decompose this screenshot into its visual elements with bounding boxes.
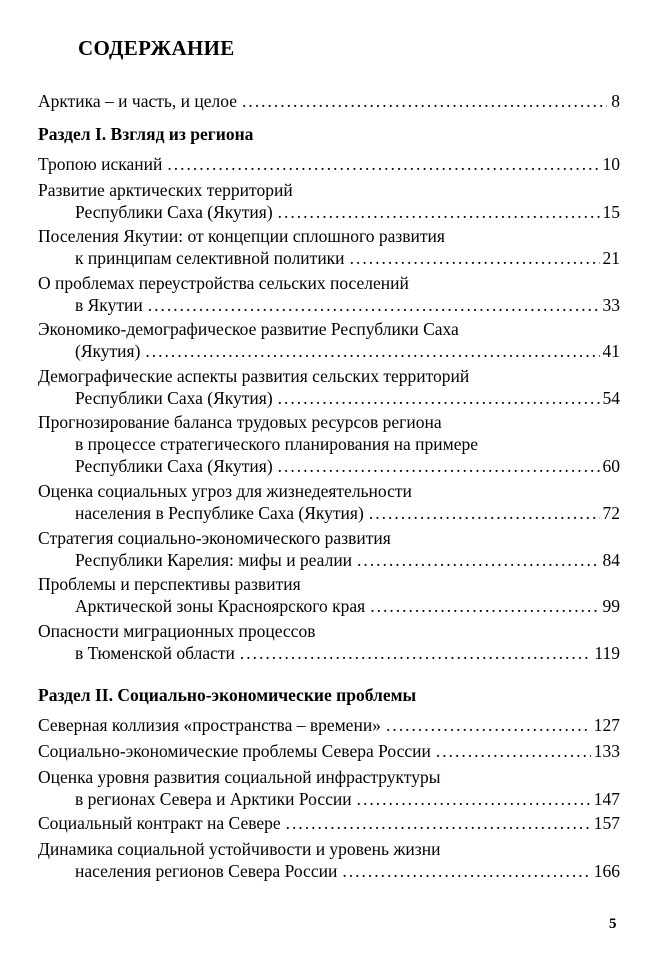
toc-entry[interactable] xyxy=(38,527,620,571)
toc-entry-text: Республики Саха (Якутия) xyxy=(75,388,273,408)
dot-leader xyxy=(350,247,600,269)
toc-entry-line xyxy=(38,179,620,201)
dot-leader xyxy=(145,340,599,362)
toc-entry-text: Поселения Якутии: от концепции сплошного развития xyxy=(38,226,445,246)
toc-entry-text: населения в Республике Саха (Якутия) xyxy=(75,503,364,523)
toc-entry-text: Развитие арктических территорий xyxy=(38,180,293,200)
dot-leader xyxy=(167,153,599,175)
toc-entry-text: Республики Карелия: мифы и реалии xyxy=(75,550,353,570)
toc-entry[interactable] xyxy=(38,365,620,409)
toc-entry-page: 147 xyxy=(593,789,620,809)
dot-leader xyxy=(286,812,591,834)
toc-entry[interactable] xyxy=(38,225,620,269)
toc-entry-text: Социально-экономические проблемы Севера России xyxy=(38,741,431,761)
toc-entry-text: Северная коллизия «пространства – времени» xyxy=(38,715,381,735)
toc-entry-line xyxy=(38,90,620,112)
toc-entry-line xyxy=(38,455,620,477)
toc-entry-line xyxy=(38,387,620,409)
toc-entry-page: 33 xyxy=(602,295,620,315)
toc-entry-text: в регионах Севера и Арктики России xyxy=(75,789,352,809)
toc-entry-line xyxy=(38,247,620,269)
toc-entry-line xyxy=(38,340,620,362)
dot-leader xyxy=(357,549,599,571)
toc-entry-line xyxy=(38,225,620,247)
toc-entry[interactable] xyxy=(38,272,620,316)
dot-leader xyxy=(357,788,591,810)
toc-entry-line xyxy=(38,573,620,595)
toc-entry-page: 72 xyxy=(602,503,620,523)
toc-entry-page: 166 xyxy=(593,861,620,881)
toc-entry-text: Оценка уровня развития социальной инфраструктуры xyxy=(38,767,441,787)
toc-entry-line xyxy=(38,411,620,433)
toc-entry[interactable] xyxy=(38,740,620,762)
toc-entry[interactable] xyxy=(38,573,620,617)
toc-entry-page: 119 xyxy=(594,643,620,663)
toc-entry-line xyxy=(38,595,620,617)
toc-entry[interactable] xyxy=(38,480,620,524)
toc-entry[interactable] xyxy=(38,812,620,834)
toc-entry[interactable] xyxy=(38,766,620,810)
toc-entry-text: Социальный контракт на Севере xyxy=(38,813,281,833)
toc-entry-page: 157 xyxy=(593,813,620,833)
toc-entry[interactable] xyxy=(38,318,620,362)
dot-leader xyxy=(436,740,591,762)
toc-entry-text: Прогнозирование баланса трудовых ресурсов региона xyxy=(38,412,442,432)
dot-leader xyxy=(240,642,592,664)
toc-entry-line xyxy=(38,860,620,882)
toc-entry-page: 41 xyxy=(602,341,620,361)
toc-entry-page: 8 xyxy=(611,91,620,111)
toc-entry-page: 99 xyxy=(602,596,620,616)
toc-entry-text: в процессе стратегического планирования на примере xyxy=(75,434,479,454)
toc-entry-page: 54 xyxy=(602,388,620,408)
dot-leader xyxy=(386,714,591,736)
toc-entry-text: Опасности миграционных процессов xyxy=(38,621,316,641)
toc-entry-line xyxy=(38,766,620,788)
toc-entry-page: 84 xyxy=(602,550,620,570)
toc-entry-text: Динамика социальной устойчивости и уровень жизни xyxy=(38,839,441,859)
toc-entry-page: 10 xyxy=(602,154,620,174)
toc-entry[interactable] xyxy=(38,838,620,882)
toc-entry[interactable] xyxy=(38,179,620,223)
toc-entry-text: в Якутии xyxy=(75,295,143,315)
toc-entry-line xyxy=(38,549,620,571)
toc-entry-line xyxy=(38,642,620,664)
dot-leader xyxy=(148,294,600,316)
toc-entry-text: Тропою исканий xyxy=(38,154,163,174)
toc-entry-text: Оценка социальных угроз для жизнедеятельности xyxy=(38,481,412,501)
toc-entry-text: к принципам селективной политики xyxy=(75,248,345,268)
toc-entry-text: в Тюменской области xyxy=(75,643,235,663)
toc-entry-intro[interactable] xyxy=(38,90,620,112)
toc-entry-text: Республики Саха (Якутия) xyxy=(75,456,273,476)
toc-entry[interactable] xyxy=(38,153,620,175)
toc-entry-line xyxy=(38,294,620,316)
dot-leader xyxy=(278,455,600,477)
toc-entry-line xyxy=(38,838,620,860)
toc-entry-text: (Якутия) xyxy=(75,341,141,361)
dot-leader xyxy=(242,90,607,112)
toc-entry-line xyxy=(38,318,620,340)
toc-entry-line xyxy=(38,714,620,736)
dot-leader xyxy=(278,201,600,223)
toc-entry-text: Демографические аспекты развития сельских территорий xyxy=(38,366,470,386)
toc-entry-text: Стратегия социально-экономического развития xyxy=(38,528,391,548)
toc-entry-line xyxy=(38,365,620,387)
toc-entry-text: Проблемы и перспективы развития xyxy=(38,574,301,594)
dot-leader xyxy=(278,387,600,409)
toc-entry-text: Экономико-демографическое развитие Республики Саха xyxy=(38,319,459,339)
dot-leader xyxy=(342,860,590,882)
toc-entry-line xyxy=(38,433,620,455)
toc-entry-line xyxy=(38,272,620,294)
toc-entry-page: 21 xyxy=(602,248,620,268)
toc-entry-text: населения регионов Севера России xyxy=(75,861,338,881)
section-heading-1: Раздел I. Взгляд из региона xyxy=(38,124,254,144)
toc-entry-page: 60 xyxy=(602,456,620,476)
toc-entry-line xyxy=(38,480,620,502)
section-heading-2: Раздел II. Социально-экономические проблемы xyxy=(38,685,417,705)
toc-entry-line xyxy=(38,201,620,223)
toc-entry-text: О проблемах переустройства сельских поселений xyxy=(38,273,409,293)
toc-entry-line xyxy=(38,502,620,524)
toc-entry[interactable] xyxy=(38,620,620,664)
dot-leader xyxy=(369,502,600,524)
page-title: СОДЕРЖАНИЕ xyxy=(78,36,235,60)
toc-entry-line xyxy=(38,527,620,549)
toc-entry-line xyxy=(38,812,620,834)
page-number: 5 xyxy=(609,916,617,932)
toc-entry-text: Арктика – и часть, и целое xyxy=(38,91,237,111)
toc-entry-line xyxy=(38,620,620,642)
toc-entry-page: 15 xyxy=(602,202,620,222)
toc-entry-page: 127 xyxy=(593,715,620,735)
toc-entry-line xyxy=(38,740,620,762)
toc-entry[interactable] xyxy=(38,714,620,736)
dot-leader xyxy=(370,595,599,617)
toc-entry[interactable] xyxy=(38,411,620,477)
toc-entry-line xyxy=(38,788,620,810)
toc-entry-text: Республики Саха (Якутия) xyxy=(75,202,273,222)
toc-entry-text: Арктической зоны Красноярского края xyxy=(75,596,366,616)
toc-entry-line xyxy=(38,153,620,175)
toc-entry-page: 133 xyxy=(593,741,620,761)
